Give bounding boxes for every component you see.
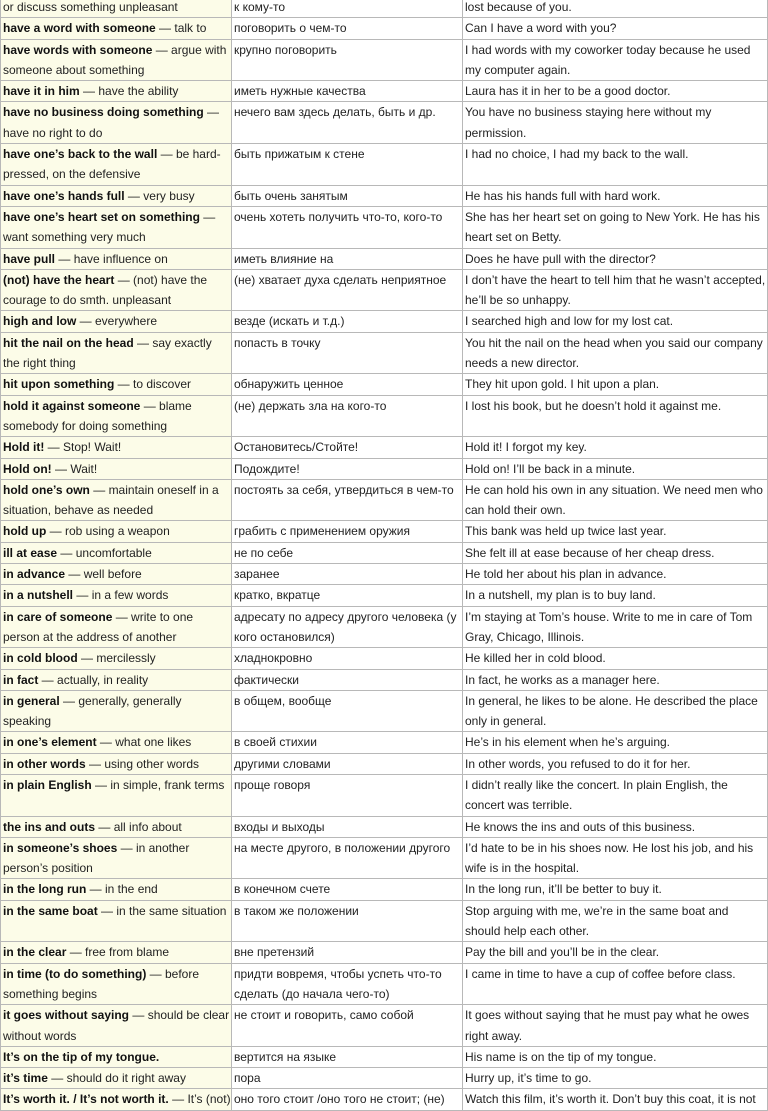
example-sentence: I had no choice, I had my back to the wall.: [463, 144, 768, 186]
idiom-cell: in one’s element — what one likes: [1, 732, 232, 753]
table-row: [1, 206, 768, 248]
idiom-definition: Stop! Wait!: [63, 440, 122, 455]
idiom-term: in general: [3, 693, 60, 708]
idiom-cell: have a word with someone — talk to: [1, 18, 232, 39]
idiom-cell: in general — generally, generally speaking: [1, 690, 232, 732]
table-row: [1, 879, 768, 900]
idiom-term: in one’s element: [3, 735, 97, 750]
table-row: [1, 0, 768, 18]
table-row: [1, 185, 768, 206]
idiom-definition: argue with someone about something: [3, 42, 227, 77]
example-sentence: It goes without saying that he must pay what he owes right away.: [463, 1005, 768, 1047]
russian-translation: кратко, вкратце: [232, 585, 463, 606]
idiom-cell: have one’s back to the wall — be hard-pressed, on the defensive: [1, 144, 232, 186]
example-sentence: He killed her in cold blood.: [463, 648, 768, 669]
russian-translation: пора: [232, 1068, 463, 1089]
idiom-term: in cold blood: [3, 651, 78, 666]
idiom-definition: to discover: [133, 377, 192, 392]
table-row: [1, 585, 768, 606]
russian-translation: не по себе: [232, 542, 463, 563]
russian-translation: вертится на языке: [232, 1046, 463, 1067]
russian-translation: Остановитесь/Стойте!: [232, 437, 463, 458]
idiom-term: have it in him: [3, 84, 80, 99]
idiom-cell: in cold blood — mercilessly: [1, 648, 232, 669]
idiom-definition: in the same situation: [116, 903, 227, 918]
russian-translation: оно того стоит /оно того не стоит; (не): [232, 1089, 463, 1110]
table-row: [1, 564, 768, 585]
russian-translation: нечего вам здесь делать, быть и др.: [232, 102, 463, 144]
russian-translation: иметь влияние на: [232, 248, 463, 269]
table-row: [1, 837, 768, 879]
russian-translation: другими словами: [232, 753, 463, 774]
russian-translation: быть прижатым к стене: [232, 144, 463, 186]
table-row: [1, 732, 768, 753]
idiom-cell: have pull — have influence on: [1, 248, 232, 269]
table-row: [1, 669, 768, 690]
idiom-definition: very busy: [143, 188, 195, 203]
idiom-term: have one’s heart set on something: [3, 209, 200, 224]
idiom-cell: It’s worth it. / It’s not worth it. — It’s (not): [1, 1089, 232, 1110]
russian-translation: обнаружить ценное: [232, 374, 463, 395]
example-sentence: She has her heart set on going to New York. He has his heart set on Betty.: [463, 206, 768, 248]
example-sentence: I don’t have the heart to tell him that he wasn’t accepted, he’ll be so unhappy.: [463, 269, 768, 311]
russian-translation: придти вовремя, чтобы успеть что-то сделать (до начала чего-то): [232, 963, 463, 1005]
russian-translation: адресату по адресу другого человека (у кого остановился): [232, 606, 463, 648]
idiom-cell: in the same boat — in the same situation: [1, 900, 232, 942]
table-row: [1, 900, 768, 942]
idiom-definition: have the ability: [98, 84, 179, 99]
idiom-definition: have influence on: [73, 251, 168, 266]
idiom-definition: in simple, frank terms: [110, 777, 225, 792]
russian-translation: к кому-то: [232, 0, 463, 18]
example-sentence: This bank was held up twice last year.: [463, 521, 768, 542]
idiom-term: it goes without saying: [3, 1008, 130, 1023]
russian-translation: грабить с применением оружия: [232, 521, 463, 542]
table-row: [1, 521, 768, 542]
example-sentence: You have no business staying here without my permission.: [463, 102, 768, 144]
idiom-definition: everywhere: [95, 314, 158, 329]
russian-translation: очень хотеть получить что-то, кого-то: [232, 206, 463, 248]
idiom-definition: maintain oneself in a situation, behave as needed: [3, 482, 219, 518]
example-sentence: Hold on! I’ll be back in a minute.: [463, 458, 768, 479]
idiom-definition: should be clear without words: [3, 1008, 230, 1043]
example-sentence: Laura has it in her to be a good doctor.: [463, 81, 768, 102]
idiom-definition: write to one person at the address of another: [3, 609, 194, 644]
russian-translation: Подождите!: [232, 458, 463, 479]
example-sentence: I searched high and low for my lost cat.: [463, 311, 768, 332]
example-sentence: I had words with my coworker today because he used my computer again.: [463, 39, 768, 81]
example-sentence: I didn’t really like the concert. In plain English, the concert was terrible.: [463, 774, 768, 816]
idiom-term: in the clear: [3, 945, 67, 960]
russian-translation: (не) хватает духа сделать неприятное: [232, 269, 463, 311]
russian-translation: поговорить о чем-то: [232, 18, 463, 39]
idiom-term: It’s worth it. / It’s not worth it.: [3, 1092, 169, 1107]
idiom-cell: in someone’s shoes — in another person’s position: [1, 837, 232, 879]
table-row: [1, 144, 768, 186]
idiom-term: Hold it!: [3, 440, 45, 455]
idiom-term: ill at ease: [3, 545, 58, 560]
idiom-term: high and low: [3, 314, 77, 329]
table-row: [1, 1068, 768, 1089]
example-sentence: I’d hate to be in his shoes now. He lost his job, and his wife is in the hospital.: [463, 837, 768, 879]
idiom-definition: in another person’s position: [3, 840, 190, 876]
idiom-definition: in a few words: [91, 588, 169, 603]
idiom-term: in fact: [3, 672, 39, 687]
example-sentence: He told her about his plan in advance.: [463, 564, 768, 585]
idiom-definition: mercilessly: [96, 651, 156, 666]
example-sentence: He’s in his element when he’s arguing.: [463, 732, 768, 753]
idiom-definition: what one likes: [115, 735, 192, 750]
idiom-cell: in the long run — in the end: [1, 879, 232, 900]
idiom-definition: free from blame: [85, 945, 170, 960]
example-sentence: Stop arguing with me, we’re in the same boat and should help each other.: [463, 900, 768, 942]
table-row: [1, 963, 768, 1005]
idiom-definition: be hard-pressed, on the defensive: [3, 147, 221, 182]
table-row: [1, 395, 768, 437]
table-row: [1, 248, 768, 269]
idiom-definition: uncomfortable: [75, 545, 152, 560]
russian-translation: (не) держать зла на кого-то: [232, 395, 463, 437]
example-sentence: Does he have pull with the director?: [463, 248, 768, 269]
table-row: [1, 648, 768, 669]
russian-translation: вне претензий: [232, 942, 463, 963]
table-row: [1, 942, 768, 963]
idiom-definition: talk to: [174, 21, 207, 36]
idiom-term: hit the nail on the head: [3, 335, 134, 350]
idiom-term: hold up: [3, 524, 47, 539]
idiom-term: have no business doing something: [3, 105, 204, 120]
idiom-cell: [1, 0, 232, 18]
idiom-cell: ill at ease — uncomfortable: [1, 542, 232, 563]
example-sentence: Can I have a word with you?: [463, 18, 768, 39]
russian-translation: фактически: [232, 669, 463, 690]
idiom-cell: in a nutshell — in a few words: [1, 585, 232, 606]
idiom-definition: (not) have the courage to do smth. unpleasant: [3, 272, 208, 308]
idiom-cell: in fact — actually, in reality: [1, 669, 232, 690]
idiom-definition: before something begins: [3, 966, 200, 1001]
idiom-term: in other words: [3, 756, 86, 771]
idiom-cell: in the clear — free from blame: [1, 942, 232, 963]
russian-translation: иметь нужные качества: [232, 81, 463, 102]
example-sentence: In the long run, it’ll be better to buy it.: [463, 879, 768, 900]
table-row: [1, 816, 768, 837]
idiom-cell: Hold it! — Stop! Wait!: [1, 437, 232, 458]
example-sentence: His name is on the tip of my tongue.: [463, 1046, 768, 1067]
idiom-cell: it goes without saying — should be clear without words: [1, 1005, 232, 1047]
table-row: [1, 542, 768, 563]
idiom-term: in someone’s shoes: [3, 840, 118, 855]
table-row: [1, 1046, 768, 1067]
russian-translation: на месте другого, в положении другого: [232, 837, 463, 879]
idiom-cell: in care of someone — write to one person at the address of another: [1, 606, 232, 648]
idiom-definition: or discuss something unpleasant: [3, 0, 178, 14]
idiom-term: have words with someone: [3, 42, 153, 57]
russian-translation: в своей стихии: [232, 732, 463, 753]
idiom-cell: hit upon something — to discover: [1, 374, 232, 395]
idiom-cell: have one’s heart set on something — want something very much: [1, 206, 232, 248]
idiom-definition: actually, in reality: [57, 672, 149, 687]
example-sentence: She felt ill at ease because of her cheap dress.: [463, 542, 768, 563]
table-row: [1, 479, 768, 521]
idiom-cell: in other words — using other words: [1, 753, 232, 774]
idiom-cell: it’s time — should do it right away: [1, 1068, 232, 1089]
russian-translation: попасть в точку: [232, 332, 463, 374]
table-row: [1, 311, 768, 332]
russian-translation: постоять за себя, утвердиться в чем-то: [232, 479, 463, 521]
example-sentence: Hurry up, it’s time to go.: [463, 1068, 768, 1089]
table-row: [1, 39, 768, 81]
idiom-cell: hold up — rob using a weapon: [1, 521, 232, 542]
russian-translation: быть очень занятым: [232, 185, 463, 206]
example-sentence: In fact, he works as a manager here.: [463, 669, 768, 690]
idiom-term: hit upon something: [3, 377, 115, 392]
russian-translation: в таком же положении: [232, 900, 463, 942]
idiom-definition: Wait!: [70, 461, 98, 476]
example-sentence: In other words, you refused to do it for her.: [463, 753, 768, 774]
idiom-term: (not) have the heart: [3, 272, 115, 287]
idiom-definition: in the end: [105, 882, 158, 897]
idiom-term: in plain English: [3, 777, 92, 792]
table-row: [1, 332, 768, 374]
russian-translation: не стоит и говорить, само собой: [232, 1005, 463, 1047]
idiom-term: in advance: [3, 567, 66, 582]
idiom-term: hold one’s own: [3, 482, 90, 497]
table-row: [1, 374, 768, 395]
idiom-term: it’s time: [3, 1071, 48, 1086]
idiom-cell: Hold on! — Wait!: [1, 458, 232, 479]
idiom-cell: hold one’s own — maintain oneself in a situation, behave as needed: [1, 479, 232, 521]
table-row: [1, 606, 768, 648]
idiom-definition: all info about: [113, 819, 182, 834]
table-row: [1, 774, 768, 816]
idiom-cell: hold it against someone — blame somebody for doing something: [1, 395, 232, 437]
idiom-term: hold it against someone: [3, 398, 141, 413]
example-sentence: He has his hands full with hard work.: [463, 185, 768, 206]
idiom-definition: well before: [83, 567, 142, 582]
idiom-definition: generally, generally speaking: [3, 693, 182, 729]
idiom-term: have a word with someone: [3, 21, 156, 36]
example-sentence: He can hold his own in any situation. We need men who can hold their own.: [463, 479, 768, 521]
table-row: [1, 102, 768, 144]
idiom-cell: in advance — well before: [1, 564, 232, 585]
idiom-term: in the long run: [3, 882, 87, 897]
idiom-cell: have no business doing something — have no right to do: [1, 102, 232, 144]
idiom-term: have one’s hands full: [3, 188, 125, 203]
idiom-cell: hit the nail on the head — say exactly the right thing: [1, 332, 232, 374]
russian-translation: крупно поговорить: [232, 39, 463, 81]
idiom-cell: have one’s hands full — very busy: [1, 185, 232, 206]
idiom-definition: want something very much: [3, 230, 146, 245]
example-sentence: They hit upon gold. I hit upon a plan.: [463, 374, 768, 395]
example-sentence: I lost his book, but he doesn’t hold it against me.: [463, 395, 768, 437]
idiom-cell: [1, 1046, 232, 1067]
example-sentence: Hold it! I forgot my key.: [463, 437, 768, 458]
example-sentence: lost because of you.: [463, 0, 768, 18]
idiom-cell: in time (to do something) — before something begins: [1, 963, 232, 1005]
idiom-term: in care of someone: [3, 609, 113, 624]
idiom-term: It’s on the tip of my tongue.: [3, 1049, 160, 1064]
russian-translation: проще говоря: [232, 774, 463, 816]
idiom-term: have one’s back to the wall: [3, 147, 158, 162]
idiom-definition: It’s (not): [187, 1092, 231, 1107]
idiom-cell: have words with someone — argue with someone about something: [1, 39, 232, 81]
idiom-cell: high and low — everywhere: [1, 311, 232, 332]
example-sentence: I’m staying at Tom’s house. Write to me in care of Tom Gray, Chicago, Illinois.: [463, 606, 768, 648]
example-sentence: He knows the ins and outs of this business.: [463, 816, 768, 837]
idiom-term: Hold on!: [3, 461, 52, 476]
table-row: [1, 753, 768, 774]
idiom-cell: have it in him — have the ability: [1, 81, 232, 102]
russian-translation: везде (искать и т.д.): [232, 311, 463, 332]
idioms-table-body: [1, 0, 768, 1110]
idiom-term: the ins and outs: [3, 819, 96, 834]
idiom-term: in the same boat: [3, 903, 98, 918]
idiom-term: have pull: [3, 251, 56, 266]
russian-translation: хладнокровно: [232, 648, 463, 669]
idiom-definition: blame somebody for doing something: [3, 398, 192, 433]
table-row: [1, 81, 768, 102]
idiom-cell: (not) have the heart — (not) have the courage to do smth. unpleasant: [1, 269, 232, 311]
table-row: [1, 1089, 768, 1110]
idiom-cell: the ins and outs — all info about: [1, 816, 232, 837]
russian-translation: входы и выходы: [232, 816, 463, 837]
idiom-cell: in plain English — in simple, frank terms: [1, 774, 232, 816]
idiom-definition: rob using a weapon: [65, 524, 170, 539]
idiom-term: in a nutshell: [3, 588, 74, 603]
table-row: [1, 18, 768, 39]
russian-translation: в конечном счете: [232, 879, 463, 900]
idiom-term: in time (to do something): [3, 966, 147, 981]
russian-translation: заранее: [232, 564, 463, 585]
example-sentence: In a nutshell, my plan is to buy land.: [463, 585, 768, 606]
table-row: [1, 269, 768, 311]
table-row: [1, 458, 768, 479]
idiom-definition: say exactly the right thing: [3, 335, 212, 371]
table-row: [1, 690, 768, 732]
example-sentence: Pay the bill and you’ll be in the clear.: [463, 942, 768, 963]
table-row: [1, 437, 768, 458]
russian-translation: в общем, вообще: [232, 690, 463, 732]
table-row: [1, 1005, 768, 1047]
example-sentence: You hit the nail on the head when you said our company needs a new director.: [463, 332, 768, 374]
idiom-definition: should do it right away: [66, 1071, 186, 1086]
example-sentence: I came in time to have a cup of coffee before class.: [463, 963, 768, 1005]
idiom-definition: have no right to do: [3, 125, 103, 140]
example-sentence: Watch this film, it’s worth it. Don’t buy this coat, it is not: [463, 1089, 768, 1110]
idiom-definition: using other words: [104, 756, 200, 771]
example-sentence: In general, he likes to be alone. He described the place only in general.: [463, 690, 768, 732]
